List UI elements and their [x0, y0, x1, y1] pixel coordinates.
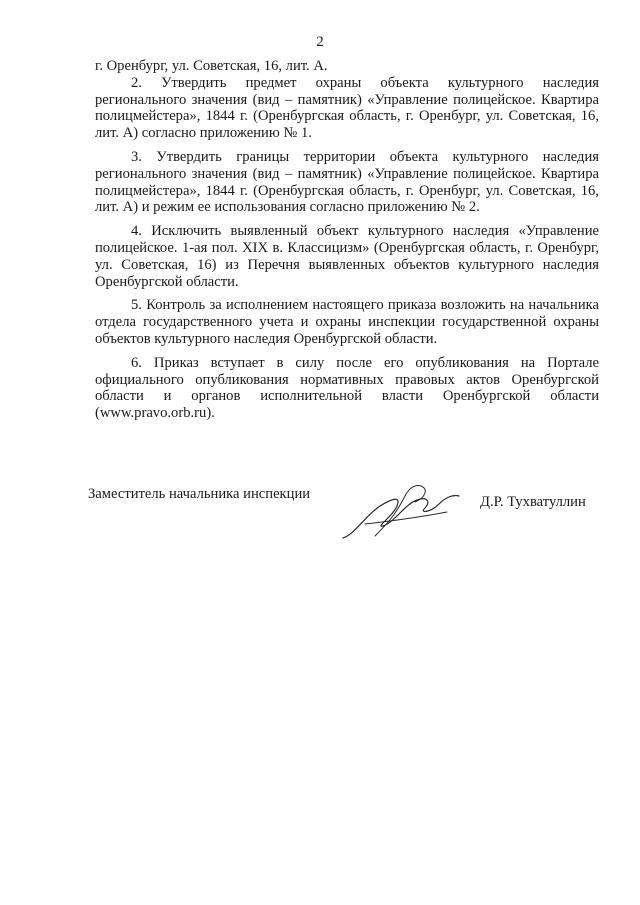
- paragraph-4: 4. Исключить выявленный объект культурного наследия «Управление полицейское. 1-ая пол. XIX в. Классицизм» (Оренбургская область, г. Оренбург, ул. Советская, 16) из Перечня выявленных объектов культурного наследия Оренбургской области.: [95, 223, 599, 290]
- signer-role: Заместитель начальника инспекции: [88, 486, 311, 502]
- paragraph-2: 2. Утвердить предмет охраны объекта культурного наследия регионального значения (вид – памятник) «Управление полицейское. Квартира полицмейстера», 1844 г. (Оренбургская область, г. Оренбург, ул. Советская, 16, лит. А) согласно приложению № 1.: [95, 74, 599, 142]
- signer-name: Д.Р. Тухватуллин: [480, 494, 586, 510]
- paragraph-5: 5. Контроль за исполнением настоящего приказа возложить на начальника отдела государственного учета и охраны инспекции государственной охраны объектов культурного наследия Оренбургской области.: [95, 297, 599, 347]
- handwritten-signature-icon: [335, 476, 475, 546]
- paragraph-continuation: г. Оренбург, ул. Советская, 16, лит. А.: [95, 58, 328, 74]
- paragraph-6: 6. Приказ вступает в силу после его опубликования на Портале официального опубликования нормативных правовых актов Оренбургской области и органов исполнительной власти Оренбургской области (www.pravo.orb.ru).: [95, 354, 599, 422]
- page-number: 2: [316, 34, 324, 50]
- body-text: [95, 58, 599, 422]
- paragraph-3: 3. Утвердить границы территории объекта культурного наследия регионального значения (вид – памятник) «Управление полицейское. Квартира полицмейстера», 1844 г. (Оренбургская область, г. Оренбург, ул. Советская, 16, лит. А) и режим ее использования согласно приложению № 2.: [95, 148, 599, 216]
